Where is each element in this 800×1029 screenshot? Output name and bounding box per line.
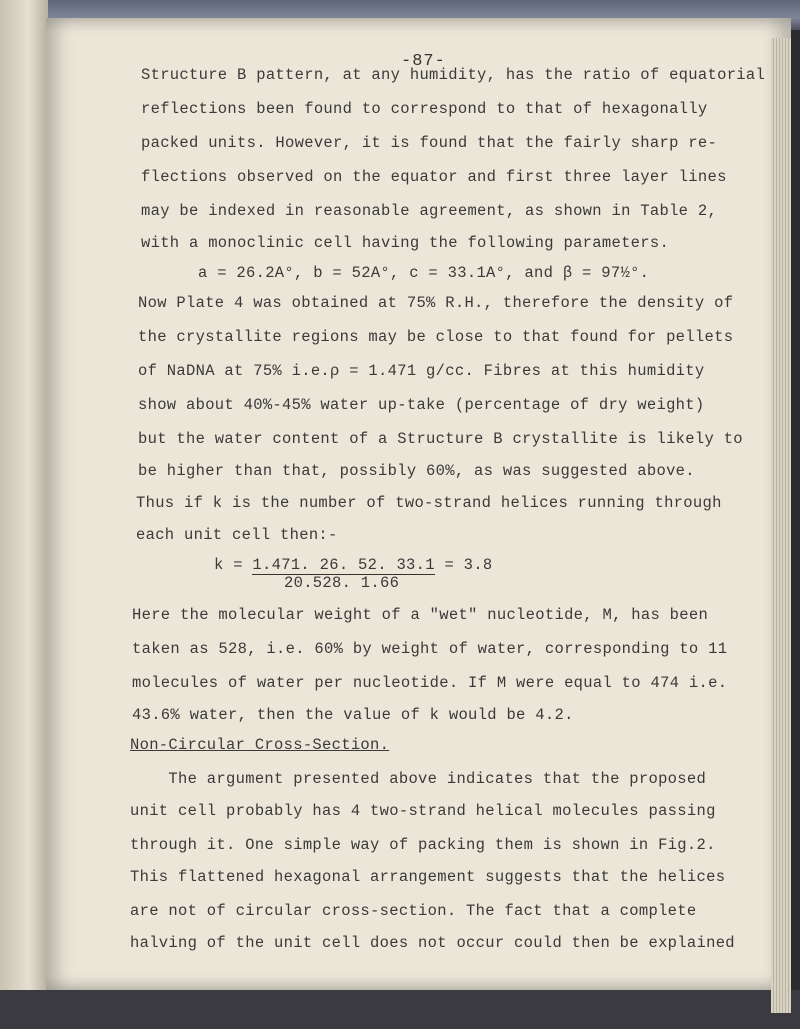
document-page	[46, 18, 791, 990]
section-heading: Non-Circular Cross-Section.	[130, 736, 390, 754]
text-line: unit cell probably has 4 two-strand helical molecules passing	[130, 802, 716, 820]
book-cover-bottom	[0, 990, 800, 1029]
formula-lhs: k =	[214, 556, 243, 574]
text-line: Thus if k is the number of two-strand helices running through	[136, 494, 722, 512]
text-line: halving of the unit cell does not occur could then be explained	[130, 934, 735, 952]
book-spine	[0, 0, 48, 1029]
text-line: 43.6% water, then the value of k would be 4.2.	[132, 706, 574, 724]
text-line: through it. One simple way of packing them is shown in Fig.2.	[130, 836, 716, 854]
density-formula	[214, 556, 492, 575]
formula-denominator: 20.528. 1.66	[284, 574, 400, 592]
text-line: The argument presented above indicates that the proposed	[130, 770, 707, 788]
formula-result: = 3.8	[444, 556, 493, 574]
page-number: -87-	[401, 52, 446, 71]
text-line: the crystallite regions may be close to that found for pellets	[138, 328, 734, 346]
text-line: each unit cell then:-	[136, 526, 338, 544]
text-line: flections observed on the equator and first three layer lines	[141, 168, 727, 186]
page-edges	[771, 38, 791, 1013]
text-line: Now Plate 4 was obtained at 75% R.H., therefore the density of	[138, 294, 734, 312]
cell-parameters: a = 26.2A°, b = 52A°, c = 33.1A°, and β = 97½°.	[198, 264, 650, 282]
text-line: molecules of water per nucleotide. If M were equal to 474 i.e.	[132, 674, 728, 692]
text-line: Here the molecular weight of a "wet" nucleotide, M, has been	[132, 606, 709, 624]
text-line: are not of circular cross-section. The fact that a complete	[130, 902, 697, 920]
formula-numerator: 1.471. 26. 52. 33.1	[252, 556, 435, 574]
text-line: of NaDNA at 75% i.e.ρ = 1.471 g/cc. Fibres at this humidity	[138, 362, 705, 380]
text-line: but the water content of a Structure B crystallite is likely to	[138, 430, 743, 448]
text-line: This flattened hexagonal arrangement suggests that the helices	[130, 868, 726, 886]
text-line: show about 40%-45% water up-take (percentage of dry weight)	[138, 396, 705, 414]
text-line: Structure B pattern, at any humidity, has the ratio of equatorial	[141, 66, 766, 84]
text-line: be higher than that, possibly 60%, as was suggested above.	[138, 462, 695, 480]
text-line: reflections been found to correspond to that of hexagonally	[141, 100, 708, 118]
text-line: packed units. However, it is found that the fairly sharp re-	[141, 134, 718, 152]
text-line: with a monoclinic cell having the following parameters.	[141, 234, 670, 252]
text-line: may be indexed in reasonable agreement, as shown in Table 2,	[141, 202, 718, 220]
text-line: taken as 528, i.e. 60% by weight of water, corresponding to 11	[132, 640, 728, 658]
